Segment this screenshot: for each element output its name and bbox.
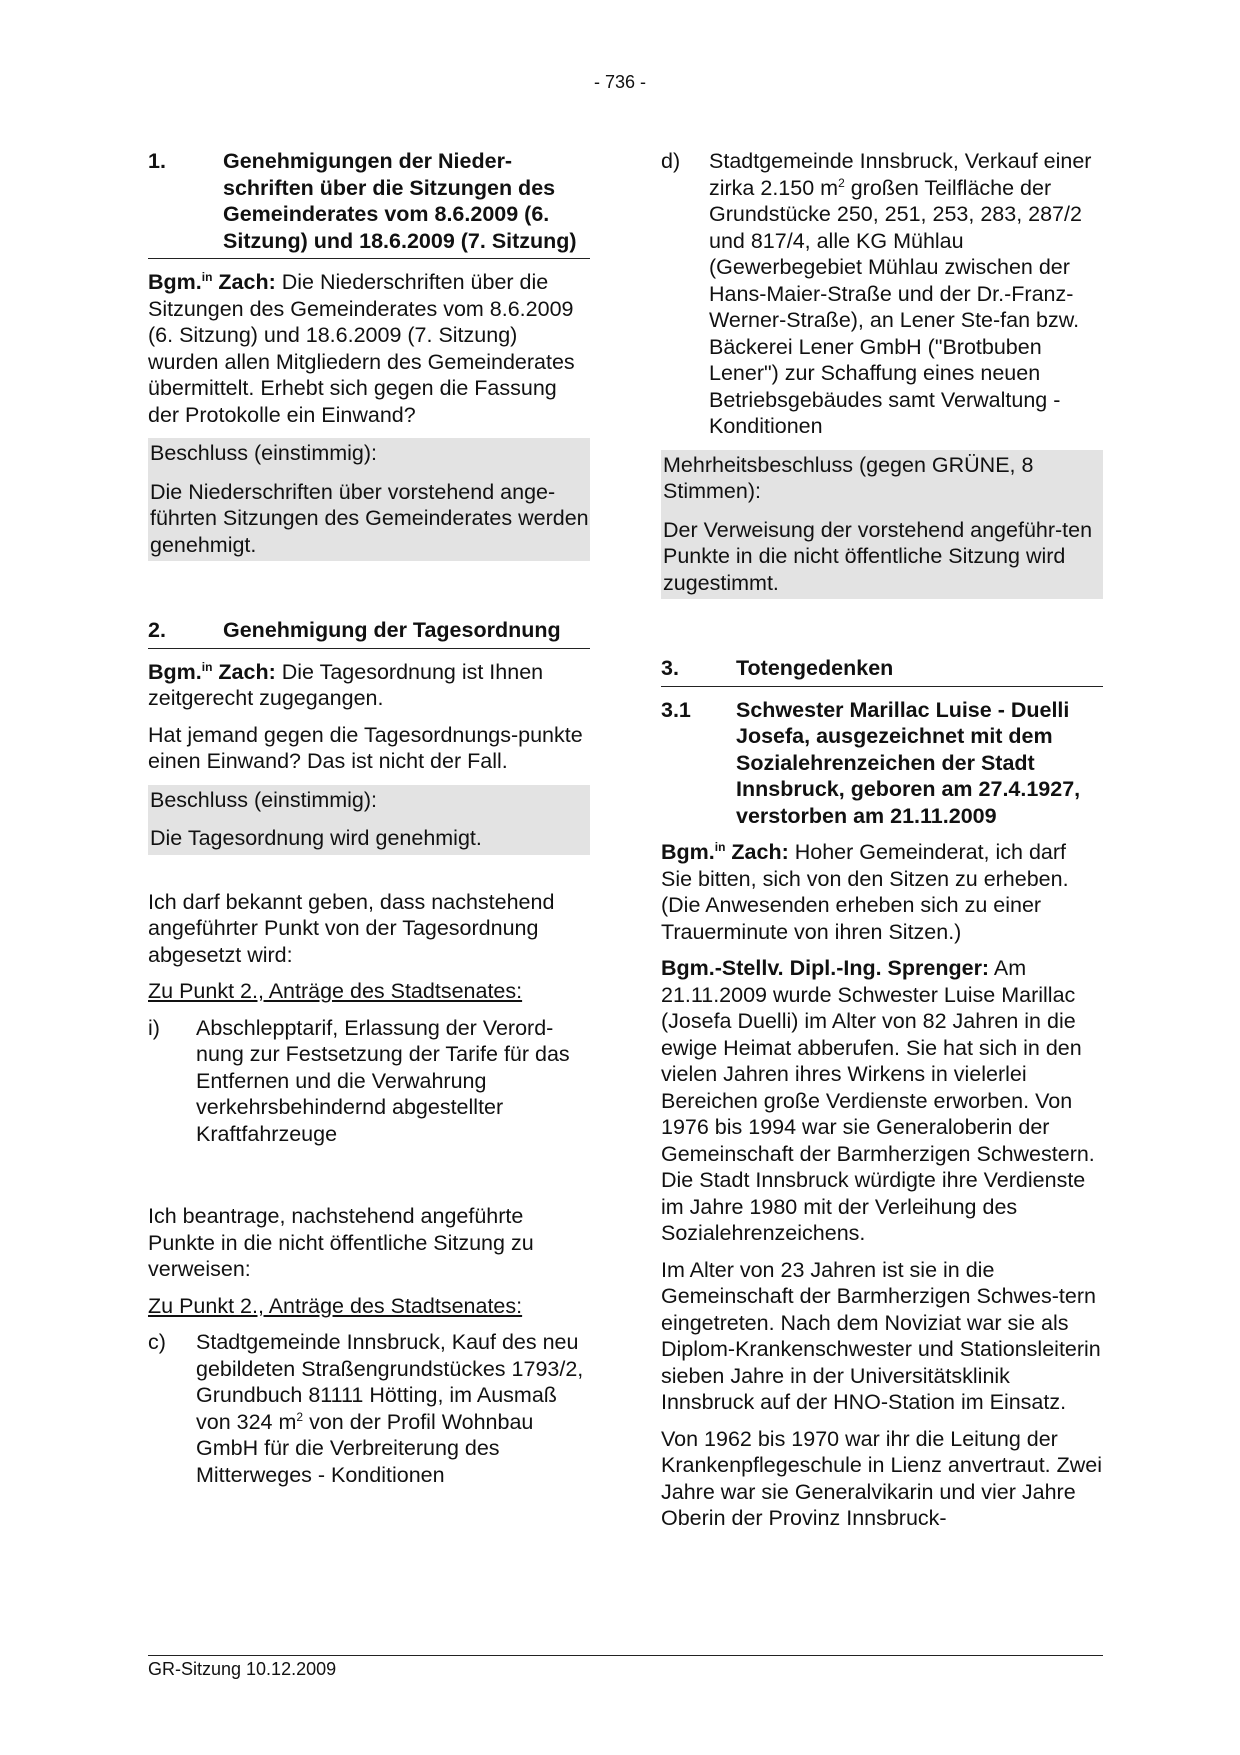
left-column bbox=[148, 148, 590, 1498]
item-text: Stadtgemeinde Innsbruck, Kauf des neu gebildeten Straßengrundstückes 1793/2, Grundbuch 81111 Hötting, im Ausmaß von 324 $m^2$ von der Profil Wohnbau GmbH für die Verbreiterung des Mitterweges - Konditionen bbox=[196, 1330, 584, 1487]
footer-divider bbox=[148, 1655, 1103, 1656]
majority-resolution-text: Der Verweisung der vorstehend angeführ-ten Punkte in die nicht öffentliche Sitzung wird zugestimmt. bbox=[661, 508, 1103, 600]
section-2-resolution-label: Beschluss (einstimmig): bbox=[148, 785, 590, 817]
section-2-number: 2. bbox=[148, 618, 166, 642]
section-1-number: 1. bbox=[148, 149, 166, 173]
item-label: d) bbox=[661, 149, 681, 173]
section-2-question: Hat jemand gegen die Tagesordnungs-punkte einen Einwand? Das ist nicht der Fall. bbox=[148, 722, 583, 773]
motion: Ich beantrage, nachstehend angeführte Punkte in die nicht öffentliche Sitzung zu verweisen: bbox=[148, 1204, 534, 1281]
section-3-heading bbox=[661, 655, 1103, 687]
section-2-resolution-text: Die Tagesordnung wird genehmigt. bbox=[148, 816, 590, 855]
section-1-resolution-text: Die Niederschriften über vorstehend ange-führten Sitzungen des Gemeinderates werden genehmigt. bbox=[148, 470, 590, 562]
reference-2: Zu Punkt 2., Anträge des Stadtsenates: bbox=[148, 1293, 523, 1318]
speaker-label: Bgm.$^{in}$ Zach: bbox=[148, 270, 276, 294]
section-3-number: 3. bbox=[661, 656, 679, 680]
section-1-heading bbox=[148, 148, 590, 259]
section-2-title: Genehmigung der Tagesordnung bbox=[223, 618, 561, 642]
section-1-title: Genehmigungen der Nieder-schriften über die Sitzungen des Gemeinderates vom 8.6.2009 (6. Sitzung) und 18.6.2009 (7. Sitzung) bbox=[223, 149, 577, 253]
footer: GR-Sitzung 10.12.2009 bbox=[148, 1659, 337, 1679]
item-text: Abschlepptarif, Erlassung der Verord-nung zur Festsetzung der Tarife für das Entfernen und die Verwahrung verkehrsbehindernd abgestellter Kraftfahrzeuge bbox=[196, 1015, 570, 1146]
section-3-title: Totengedenken bbox=[736, 656, 894, 680]
item-label: c) bbox=[148, 1330, 166, 1354]
item-label: i) bbox=[148, 1015, 160, 1040]
list-item-c bbox=[148, 1329, 590, 1488]
section-3-1-heading bbox=[661, 697, 1103, 830]
announcement: Ich darf bekannt geben, dass nachstehend angeführter Punkt von der Tagesordnung abgesetzt wird: bbox=[148, 889, 555, 967]
page-number: - 736 - bbox=[593, 72, 647, 92]
section-2-heading bbox=[148, 617, 590, 649]
section-3-speech: Bgm.$^{in}$ Zach: Hoher Gemeinderat, ich darf Sie bitten, sich von den Sitzen zu erheben. (Die Anwesenden erheben sich zu einer Trauerminute von ihren Sitzen.) bbox=[661, 840, 1069, 944]
right-column bbox=[661, 148, 1103, 1542]
reference-1: Zu Punkt 2., Anträge des Stadtsenates: bbox=[148, 979, 523, 1003]
section-3-1-number: 3.1 bbox=[661, 697, 691, 722]
section-1-resolution-label: Beschluss (einstimmig): bbox=[148, 438, 590, 470]
section-2-speech: Bgm.$^{in}$ Zach: Die Tagesordnung ist Ihnen zeitgerecht zugegangen. bbox=[148, 659, 544, 710]
section-3-paragraph-3: Von 1962 bis 1970 war ihr die Leitung der Krankenpflegeschule in Lienz anvertraut. Zwei Jahre war sie Generalvikarin und vier Jahre Oberin der Provinz Innsbruck- bbox=[661, 1426, 1103, 1530]
list-item-d bbox=[661, 148, 1103, 440]
speaker-label: Bgm.$^{in}$ Zach: bbox=[148, 659, 276, 684]
speaker-label: Bgm.-Stellv. Dipl.-Ing. Sprenger: bbox=[661, 956, 990, 980]
speaker-label: Bgm.$^{in}$ Zach: bbox=[661, 840, 789, 864]
section-3-1-title: Schwester Marillac Luise - Duelli Josefa, ausgezeichnet mit dem Sozialehrenzeichen der Stadt Innsbruck, geboren am 27.4.1927, verstorben am 21.11.2009 bbox=[736, 697, 1081, 828]
section-3-paragraph-2: Im Alter von 23 Jahren ist sie in die Gemeinschaft der Barmherzigen Schwes-tern eingetreten. Nach dem Noviziat war sie als Diplom-Krankenschwester und Stationsleiterin sieben Jahre in der Universitätsklinik Innsbruck auf der HNO-Station im Einsatz. bbox=[661, 1257, 1101, 1414]
item-text: Stadtgemeinde Innsbruck, Verkauf einer zirka 2.150 $m^2$ großen Teilfläche der Grundstücke 250, 251, 253, 283, 287/2 und 817/4, alle KG Mühlau (Gewerbegebiet Mühlau zwischen der Hans-Maier-Straße und der Dr.-Franz-Werner-Straße), an Lener Ste-fan bzw. Bäckerei Lener GmbH ("Brotbuben Lener") zur Schaffung eines neuen Betriebsgebäudes samt Verwaltung - Konditionen bbox=[709, 149, 1092, 438]
section-3-speech-2: Bgm.-Stellv. Dipl.-Ing. Sprenger: Am 21.11.2009 wurde Schwester Luise Marillac (Josefa Duelli) im Alter von 82 Jahren in die ewige Heimat abberufen. Sie hat sich in den vielen Jahren ihres Wirkens in vielerlei Bereichen große Verdienste erworben. Von 1976 bis 1994 war sie Generaloberin der Gemeinschaft der Barmherzigen Schwestern. Die Stadt Innsbruck würdigte ihre Verdienste im Jahre 1980 mit der Verleihung des Sozialehrenzeichens. bbox=[661, 956, 1095, 1245]
section-1-speech: Bgm.$^{in}$ Zach: Die Niederschriften über die Sitzungen des Gemeinderates vom 8.6.2009 (6. Sitzung) und 18.6.2009 (7. Sitzung) wurden allen Mitgliedern des Gemeinderates übermittelt. Erhebt sich gegen die Fassung der Protokolle ein Einwand? bbox=[148, 270, 575, 427]
list-item-i bbox=[148, 1015, 590, 1148]
majority-resolution-label: Mehrheitsbeschluss (gegen GRÜNE, 8 Stimmen): bbox=[661, 450, 1103, 508]
